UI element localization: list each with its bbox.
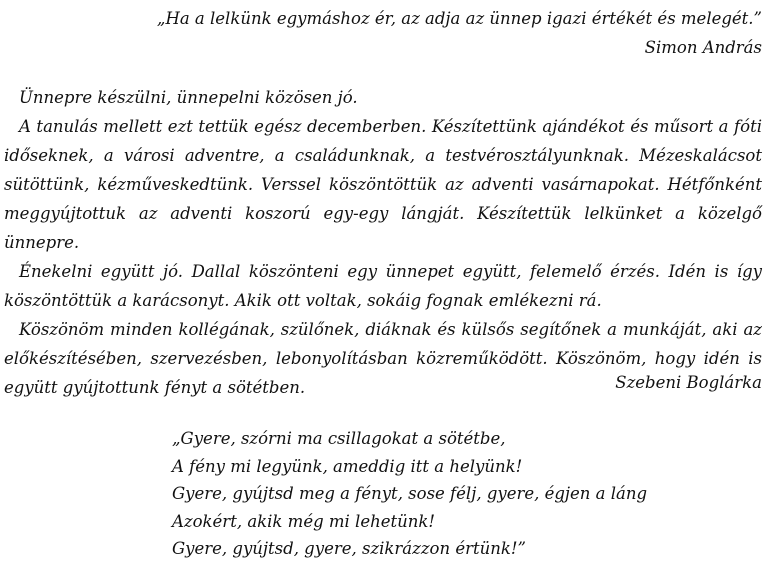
motto-quote: „Ha a lelkünk egymáshoz ér, az adja az ünnep igazi értékét és melegét.” (156, 9, 762, 28)
poem-line: Gyere, gyújtsd, gyere, szikrázzon értünk!” (172, 539, 526, 558)
motto-author: Simon András (644, 38, 762, 57)
paragraph: Köszönöm minden kollégának, szülőnek, diáknak és külsős segítőnek a munkáját, aki az előkészítésében, szervezésben, lebonyolításban közreműködött. Köszönöm, hogy idén is együtt gyújtottunk fényt a sötétben. (4, 320, 762, 397)
poem-line: Azokért, akik még mi lehetünk! (172, 511, 436, 531)
motto-block (157, 4, 762, 62)
poem-block (172, 425, 647, 563)
article-body (4, 83, 762, 402)
paragraph: Ünnepre készülni, ünnepelni közösen jó. (19, 88, 358, 107)
poem-line: „Gyere, szórni ma csillagokat a sötétbe, (172, 429, 506, 448)
poem-line: A fény mi legyünk, ameddig itt a helyünk! (172, 456, 523, 476)
signature: Szebeni Boglárka (615, 373, 762, 392)
poem-line: Gyere, gyújtsd meg a fényt, sose félj, gyere, égjen a láng (172, 484, 648, 503)
paragraph: A tanulás mellett ezt tettük egész decemberben. Készítettünk ajándékot és műsort a fóti időseknek, a városi adventre, a családunknak, a testvérosztályunknak. Mézeskalácsot sütöttünk, kézműveskedtünk. Verssel köszöntöttük az adventi vasárnapokat. Hétfőnként meggyújtottuk az adventi koszorú egy-egy lángját. Készítettük lelkünket a közelgő ünnepre. (4, 117, 762, 252)
paragraph: Énekelni együtt jó. Dallal köszönteni egy ünnepet együtt, felemelő érzés. Idén is így köszöntöttük a karácsonyt. Akik ott voltak, sokáig fognak emlékezni rá. (4, 262, 762, 310)
